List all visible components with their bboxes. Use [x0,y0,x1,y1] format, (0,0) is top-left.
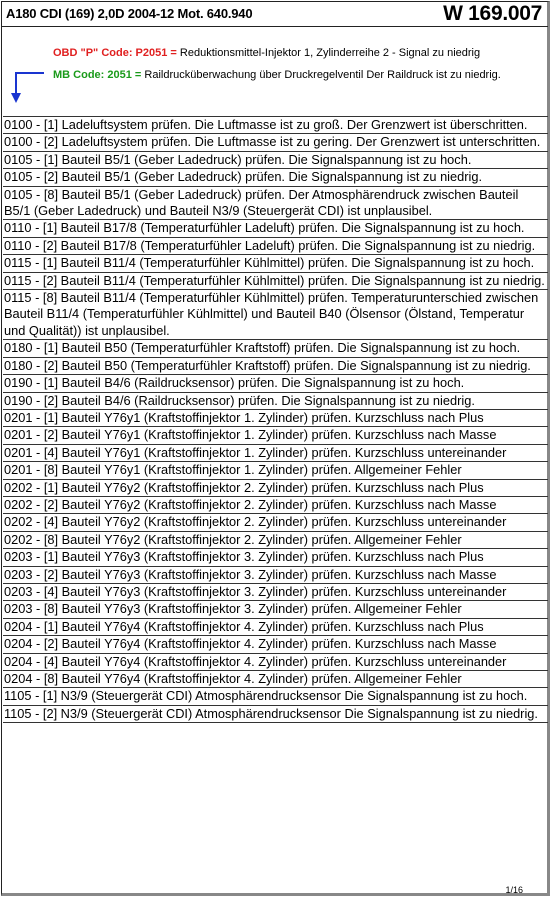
fault-code-row: 0201 - [2] Bauteil Y76y1 (Kraftstoffinjektor 1. Zylinder) prüfen. Kurzschluss nach Masse [3,427,548,444]
fault-code-row: 0110 - [2] Bauteil B17/8 (Temperaturfühler Ladeluft) prüfen. Die Signalspannung ist zu niedrig. [3,238,548,255]
fault-code-row: 0190 - [2] Bauteil B4/6 (Raildrucksensor) prüfen. Die Signalspannung ist zu niedrig. [3,393,548,410]
fault-code-row: 0180 - [2] Bauteil B50 (Temperaturfühler Kraftstoff) prüfen. Die Signalspannung ist zu niedrig. [3,358,548,375]
fault-code-row: 0203 - [2] Bauteil Y76y3 (Kraftstoffinjektor 3. Zylinder) prüfen. Kurzschluss nach Masse [3,567,548,584]
fault-code-row: 0190 - [1] Bauteil B4/6 (Raildrucksensor) prüfen. Die Signalspannung ist zu hoch. [3,375,548,392]
fault-code-row: 0100 - [1] Ladeluftsystem prüfen. Die Luftmasse ist zu groß. Der Grenzwert ist überschritten. [3,117,548,134]
fault-code-row: 1105 - [2] N3/9 (Steuergerät CDI) Atmosphärendrucksensor Die Signalspannung ist zu niedrig. [3,706,548,723]
fault-code-list [3,116,548,723]
mb-code-description: Raildrucküberwachung über Druckregelventil Der Raildruck ist zu niedrig. [144,69,501,81]
fault-code-row: 0115 - [1] Bauteil B11/4 (Temperaturfühler Kühlmittel) prüfen. Die Signalspannung ist zu hoch. [3,255,548,272]
fault-code-row: 0204 - [2] Bauteil Y76y4 (Kraftstoffinjektor 4. Zylinder) prüfen. Kurzschluss nach Masse [3,636,548,653]
fault-code-row: 0100 - [2] Ladeluftsystem prüfen. Die Luftmasse ist zu gering. Der Grenzwert ist unterschritten. [3,134,548,151]
fault-code-row: 0202 - [1] Bauteil Y76y2 (Kraftstoffinjektor 2. Zylinder) prüfen. Kurzschluss nach Plus [3,480,548,497]
fault-code-row: 0203 - [4] Bauteil Y76y3 (Kraftstoffinjektor 3. Zylinder) prüfen. Kurzschluss untereinander [3,584,548,601]
fault-code-row: 0202 - [4] Bauteil Y76y2 (Kraftstoffinjektor 2. Zylinder) prüfen. Kurzschluss untereinander [3,514,548,531]
model-code: W 169.007 [443,2,542,25]
fault-code-row: 0115 - [8] Bauteil B11/4 (Temperaturfühler Kühlmittel) prüfen. Temperaturunterschied zwischen Bauteil B11/4 (Temperaturfühler Kühlmittel) und Bauteil B40 (Ölsensor (Ölstand, Temperatur und Qualität)) ist unplausibel. [3,290,548,340]
fault-code-row: 0105 - [8] Bauteil B5/1 (Geber Ladedruck) prüfen. Der Atmosphärendruck zwischen Bauteil B5/1 (Geber Ladedruck) und Bauteil N3/9 (Steuergerät CDI) ist unplausibel. [3,187,548,221]
fault-code-row: 0201 - [1] Bauteil Y76y1 (Kraftstoffinjektor 1. Zylinder) prüfen. Kurzschluss nach Plus [3,410,548,427]
obd-code-description: Reduktionsmittel-Injektor 1, Zylinderreihe 2 - Signal zu niedrig [179,47,481,59]
fault-code-row: 1105 - [1] N3/9 (Steuergerät CDI) Atmosphärendrucksensor Die Signalspannung ist zu hoch. [3,688,548,705]
document-header [2,2,548,27]
fault-code-row: 0202 - [8] Bauteil Y76y2 (Kraftstoffinjektor 2. Zylinder) prüfen. Allgemeiner Fehler [3,532,548,549]
fault-code-row: 0204 - [4] Bauteil Y76y4 (Kraftstoffinjektor 4. Zylinder) prüfen. Kurzschluss untereinander [3,654,548,671]
fault-code-row: 0105 - [2] Bauteil B5/1 (Geber Ladedruck) prüfen. Die Signalspannung ist zu niedrig. [3,169,548,186]
fault-code-row: 0204 - [8] Bauteil Y76y4 (Kraftstoffinjektor 4. Zylinder) prüfen. Allgemeiner Fehler [3,671,548,688]
fault-code-row: 0203 - [1] Bauteil Y76y3 (Kraftstoffinjektor 3. Zylinder) prüfen. Kurzschluss nach Plus [3,549,548,566]
fault-code-row: 0115 - [2] Bauteil B11/4 (Temperaturfühler Kühlmittel) prüfen. Die Signalspannung ist zu niedrig. [3,273,548,290]
obd-code-label: OBD "P" Code: P2051 = [53,47,177,59]
mb-code-label: MB Code: 2051 = [53,69,142,81]
fault-code-row: 0201 - [4] Bauteil Y76y1 (Kraftstoffinjektor 1. Zylinder) prüfen. Kurzschluss untereinander [3,445,548,462]
obd-code-line [53,47,480,59]
vehicle-title: A180 CDI (169) 2,0D 2004-12 Mot. 640.940 [6,6,253,21]
fault-code-row: 0105 - [1] Bauteil B5/1 (Geber Ladedruck) prüfen. Die Signalspannung ist zu hoch. [3,152,548,169]
fault-code-row: 0110 - [1] Bauteil B17/8 (Temperaturfühler Ladeluft) prüfen. Die Signalspannung ist zu hoch. [3,220,548,237]
fault-code-row: 0204 - [1] Bauteil Y76y4 (Kraftstoffinjektor 4. Zylinder) prüfen. Kurzschluss nach Plus [3,619,548,636]
fault-code-row: 0202 - [2] Bauteil Y76y2 (Kraftstoffinjektor 2. Zylinder) prüfen. Kurzschluss nach Masse [3,497,548,514]
fault-code-row: 0203 - [8] Bauteil Y76y3 (Kraftstoffinjektor 3. Zylinder) prüfen. Allgemeiner Fehler [3,601,548,618]
fault-code-row: 0180 - [1] Bauteil B50 (Temperaturfühler Kraftstoff) prüfen. Die Signalspannung ist zu hoch. [3,340,548,357]
page-number: 1/16 [505,885,523,895]
mb-code-line [53,69,501,81]
down-right-corner-arrow-icon [8,66,48,106]
fault-code-row: 0201 - [8] Bauteil Y76y1 (Kraftstoffinjektor 1. Zylinder) prüfen. Allgemeiner Fehler [3,462,548,479]
